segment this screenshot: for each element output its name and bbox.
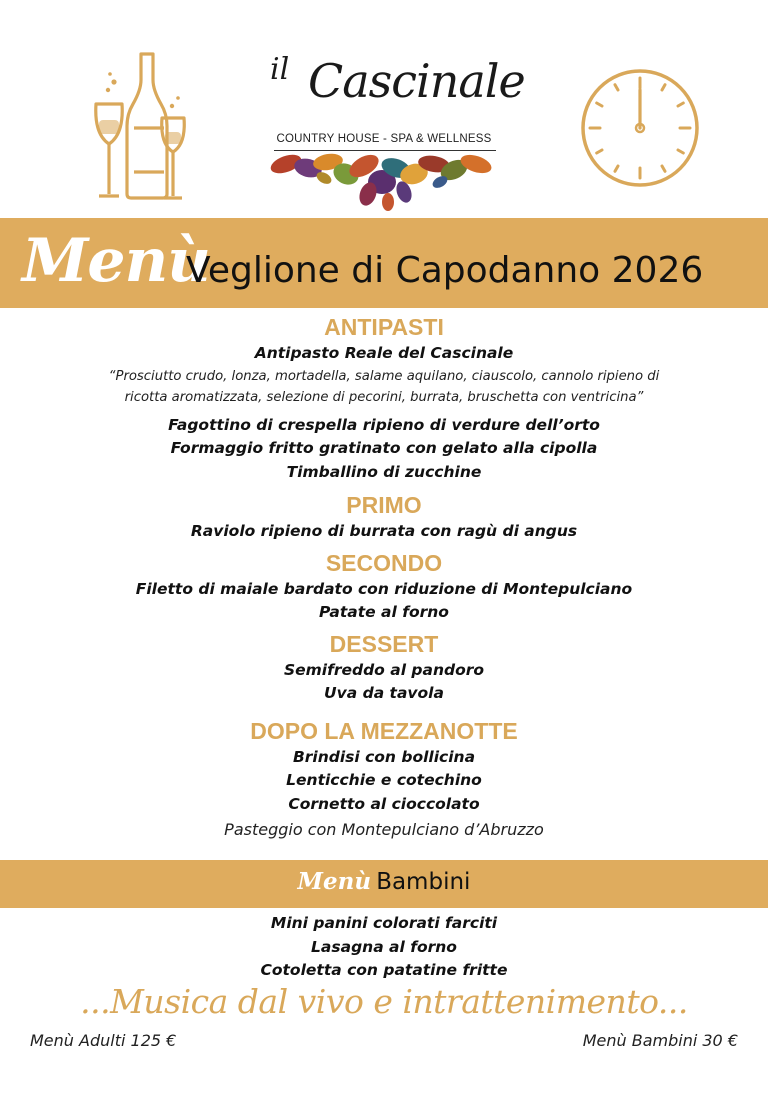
header — [0, 0, 768, 218]
kids-banner — [0, 860, 768, 908]
dish-filetto: Filetto di maiale bardato con riduzione di Montepulciano — [135, 579, 633, 598]
dish-brindisi: Brindisi con bollicina — [292, 747, 476, 766]
logo-prefix: il — [270, 52, 290, 87]
dish-formaggio-fritto: Formaggio fritto gratinato con gelato alla cipolla — [170, 439, 598, 457]
page-title: Veglione di Capodanno 2026 — [186, 250, 704, 291]
dish-raviolo: Raviolo ripieno di burrata con ragù di angus — [190, 522, 578, 540]
dish-antipasto-reale: Antipasto Reale del Cascinale — [254, 344, 514, 362]
price-adults: Menù Adulti 125 € — [30, 1031, 177, 1050]
dish-cornetto: Cornetto al cioccolato — [288, 794, 480, 813]
entertainment-note: ...Musica dal vivo e intrattenimento... — [80, 982, 688, 1021]
dish-semifreddo: Semifreddo al pandoro — [283, 660, 485, 679]
price-kids: Menù Bambini 30 € — [582, 1031, 738, 1050]
logo-name: Cascinale — [308, 54, 525, 108]
section-dessert-title: DESSERT — [329, 630, 439, 657]
banner-script: Menù — [22, 226, 210, 296]
clock-icon — [578, 66, 702, 190]
menu-body — [0, 312, 768, 842]
section-antipasti-title: ANTIPASTI — [324, 314, 444, 340]
kids-menu — [0, 912, 768, 983]
kids-dish-panini: Mini panini colorati farciti — [270, 914, 498, 932]
title-banner — [0, 218, 768, 308]
kids-dish-lasagna: Lasagna al forno — [311, 937, 457, 956]
dish-timballino: Timballino di zucchine — [286, 462, 482, 481]
kids-banner-script: Menù — [297, 868, 372, 895]
autumn-leaves-icon — [264, 148, 504, 212]
dish-uva: Uva da tavola — [324, 684, 444, 702]
champagne-icon — [88, 46, 192, 206]
dish-description-line-2: ricotta aromatizzata, selezione di pecorini, burrata, bruschetta con ventricina” — [124, 389, 644, 405]
logo — [262, 40, 525, 210]
section-secondo-title: SECONDO — [325, 549, 443, 576]
logo-subtitle: COUNTRY HOUSE - SPA & WELLNESS — [276, 133, 492, 145]
kids-banner-title: Bambini — [376, 869, 471, 895]
dish-patate: Patate al forno — [319, 603, 449, 621]
section-primo-title: PRIMO — [346, 492, 422, 518]
dish-description-line-1: “Prosciutto crudo, lonza, mortadella, salame aquilano, ciauscolo, cannolo ripieno di — [108, 368, 660, 384]
dish-fagottino: Fagottino di crespella ripieno di verdure dell’orto — [168, 415, 600, 434]
dish-lenticchie: Lenticchie e cotechino — [286, 771, 482, 789]
wine-note: Pasteggio con Montepulciano d’Abruzzo — [224, 820, 544, 839]
kids-dish-cotoletta: Cotoletta con patatine fritte — [260, 961, 508, 979]
section-dopo-mezzanotte-title: DOPO LA MEZZANOTTE — [250, 717, 518, 744]
